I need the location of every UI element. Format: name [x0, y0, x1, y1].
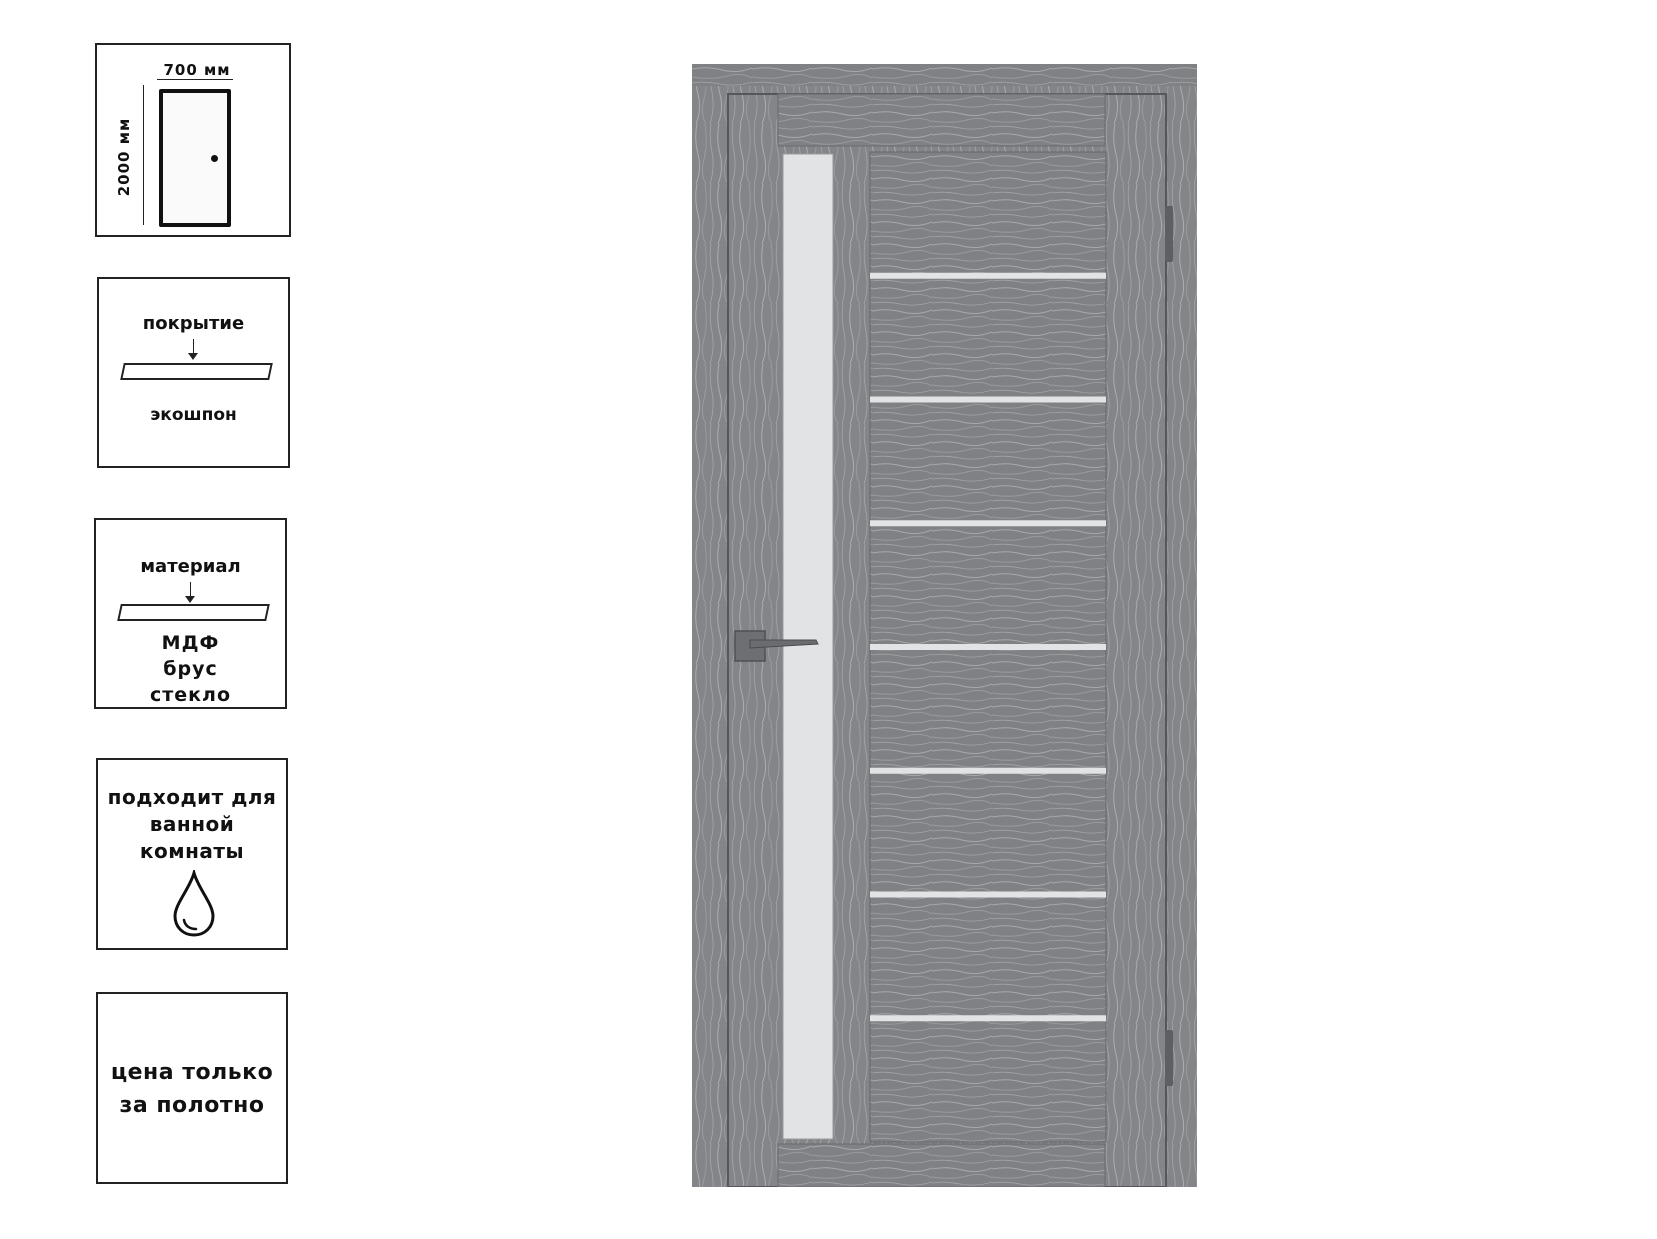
material-card: [94, 518, 287, 709]
glass-strip: [870, 273, 1106, 279]
hinge-icon: [1165, 1030, 1173, 1086]
covering-label: покрытие: [142, 313, 245, 334]
bathroom-text: [98, 784, 286, 865]
down-arrow-head-icon: [185, 596, 195, 603]
door-glass-vertical: [783, 154, 833, 1139]
door-illustration: [692, 64, 1197, 1187]
price-note-line: за полотно: [119, 1093, 265, 1118]
layer-slab-icon: [117, 604, 270, 621]
price-note-line: цена только: [110, 1060, 274, 1085]
material-item: МДФ: [161, 632, 220, 654]
bathroom-line: ванной: [149, 812, 235, 836]
covering-value: экошпон: [150, 405, 237, 425]
door-product-image: [692, 64, 1197, 1187]
glass-strip: [870, 1015, 1106, 1021]
dimensions-card: [95, 43, 291, 237]
glass-strip: [870, 397, 1106, 403]
door-frame-top: [692, 64, 1197, 86]
height-dimension-line: [143, 85, 144, 225]
door-width-label: 700 мм: [163, 61, 231, 79]
down-arrow-head-icon: [188, 353, 198, 360]
layer-slab-icon: [120, 363, 273, 380]
material-label: материал: [140, 556, 241, 577]
covering-card: [97, 277, 290, 468]
price-note-card: [96, 992, 288, 1184]
price-note-text: [98, 1056, 286, 1122]
bathroom-line: подходит для: [107, 785, 277, 809]
material-item: брус: [163, 658, 218, 680]
bathroom-card: [96, 758, 288, 950]
water-drop-icon: [170, 870, 218, 938]
width-dimension-line: [157, 79, 233, 80]
hinge-icon: [1165, 206, 1173, 262]
door-bottom-rail: [778, 1144, 1105, 1187]
door-height-label: 2000 мм: [115, 117, 133, 197]
glass-strip: [870, 644, 1106, 650]
door-knob-icon: [211, 155, 218, 162]
material-item: стекло: [149, 684, 232, 706]
material-list: [96, 630, 285, 708]
glass-strip: [870, 520, 1106, 526]
glass-strip: [870, 768, 1106, 774]
door-top-rail: [778, 94, 1105, 146]
door-outline-icon: [159, 89, 231, 227]
glass-strip: [870, 892, 1106, 898]
bathroom-line: комнаты: [139, 839, 245, 863]
